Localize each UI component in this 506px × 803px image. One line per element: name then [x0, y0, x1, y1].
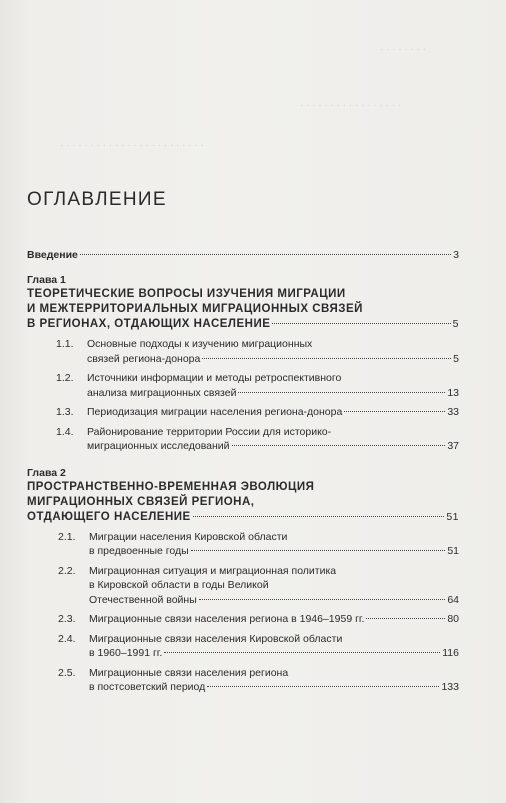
- toc-title: ОГЛАВЛЕНИЕ: [27, 189, 167, 210]
- toc-chapter-1: [27, 274, 459, 454]
- page-number: 13: [447, 386, 459, 399]
- chapter-title-line: ОТДАЮЩЕГО НАСЕЛЕНИЕ: [27, 510, 191, 523]
- section-title-line: миграционных исследований: [87, 440, 230, 452]
- toc-chapter-2: [27, 467, 459, 695]
- dot-leader: [202, 358, 451, 359]
- page-number: 33: [447, 406, 459, 418]
- chapter-title: [27, 287, 459, 332]
- toc-section: [27, 337, 459, 366]
- page-number: 5: [452, 318, 459, 330]
- section-title-line: Миграционные связи населения Кировской области: [89, 632, 343, 645]
- chapter-title-line: ТЕОРЕТИЧЕСКИЕ ВОПРОСЫ ИЗУЧЕНИЯ МИГРАЦИИ: [27, 288, 346, 300]
- page-number: 51: [447, 545, 459, 557]
- table-of-contents: [27, 188, 459, 695]
- dot-leader: [80, 254, 451, 255]
- chapter-title-line: ПРОСТРАНСТВЕННО-ВРЕМЕННАЯ ЭВОЛЮЦИЯ: [27, 480, 315, 493]
- section-number: 1.2.: [56, 372, 74, 384]
- section-title-line: Отечественной войны: [89, 593, 197, 606]
- chapter-title: [27, 480, 459, 525]
- section-title-line: Основные подходы к изучению миграционных: [87, 338, 313, 350]
- section-title-line: в 1960–1991 гг.: [89, 647, 163, 659]
- section-title-line: в предвоенные годы: [89, 545, 189, 557]
- toc-section: [27, 530, 459, 559]
- toc-section: [27, 405, 459, 420]
- section-title-line: в Кировской области в годы Великой: [89, 579, 269, 591]
- section-title-line: Районирование территории России для историко-: [87, 425, 332, 438]
- dot-leader: [366, 618, 445, 619]
- toc-section: [27, 612, 459, 627]
- dot-leader: [272, 323, 450, 324]
- section-title-line: связей региона-донора: [87, 352, 201, 365]
- toc-section: [27, 371, 459, 400]
- dot-leader: [232, 445, 446, 446]
- chapter-label: Глава 2: [27, 466, 66, 479]
- dot-leader: [344, 411, 445, 412]
- bleed-through: · · · · · · · · · · · · · · · · ·: [300, 100, 402, 111]
- page-number: 37: [447, 440, 459, 452]
- section-number: 1.4.: [56, 425, 74, 438]
- section-title-line: в постсоветский период: [89, 681, 206, 693]
- page-number: 133: [441, 681, 459, 693]
- page-number: 3: [453, 249, 459, 261]
- dot-leader: [238, 392, 445, 393]
- bleed-through: · · · · · · · ·: [380, 44, 427, 55]
- dot-leader: [193, 516, 445, 517]
- section-number: 1.3.: [56, 406, 74, 418]
- section-number: 1.1.: [56, 338, 74, 350]
- section-title-line: Миграционная ситуация и миграционная политика: [89, 564, 337, 577]
- section-title-line: Источники информации и методы ретроспективного: [87, 372, 342, 384]
- toc-section: [27, 666, 459, 695]
- section-title-line: Миграционные связи населения региона: [89, 666, 289, 679]
- chapter-title-line: В РЕГИОНАХ, ОТДАЮЩИХ НАСЕЛЕНИЕ: [27, 318, 271, 330]
- chapter-title-line: МИГРАЦИОННЫХ СВЯЗЕЙ РЕГИОНА,: [27, 495, 255, 508]
- page-number: 51: [446, 510, 459, 523]
- section-number: 2.1.: [58, 530, 76, 543]
- dot-leader: [164, 652, 440, 653]
- toc-entry-introduction: [27, 248, 459, 262]
- section-title-line: Миграции населения Кировской области: [89, 530, 288, 543]
- page-number: 64: [447, 593, 459, 606]
- page-number: 116: [442, 647, 459, 659]
- chapter-title-line: И МЕЖТЕРРИТОРИАЛЬНЫХ МИГРАЦИОННЫХ СВЯЗЕЙ: [27, 303, 363, 315]
- chapter-label: Глава 1: [27, 274, 66, 286]
- dot-leader: [191, 550, 446, 551]
- section-number: 2.5.: [58, 666, 76, 679]
- dot-leader: [207, 686, 439, 687]
- page-number: 5: [453, 352, 459, 365]
- bleed-through: · · · · · · · · · · · · · · · · · · · · · · · ·: [60, 140, 204, 151]
- intro-label: Введение: [27, 249, 78, 261]
- section-title-line: Миграционные связи населения региона в 1946–1959 гг.: [89, 613, 365, 625]
- toc-section: [27, 425, 459, 454]
- dot-leader: [199, 599, 446, 600]
- toc-section: [27, 632, 459, 661]
- page-number: 80: [447, 613, 459, 625]
- section-number: 2.2.: [58, 564, 76, 577]
- section-number: 2.3.: [58, 613, 76, 625]
- toc-section: [27, 564, 459, 608]
- section-title-line: анализа миграционных связей: [87, 386, 237, 399]
- section-title-line: Периодизация миграции населения региона-донора: [87, 406, 343, 418]
- section-number: 2.4.: [58, 632, 76, 645]
